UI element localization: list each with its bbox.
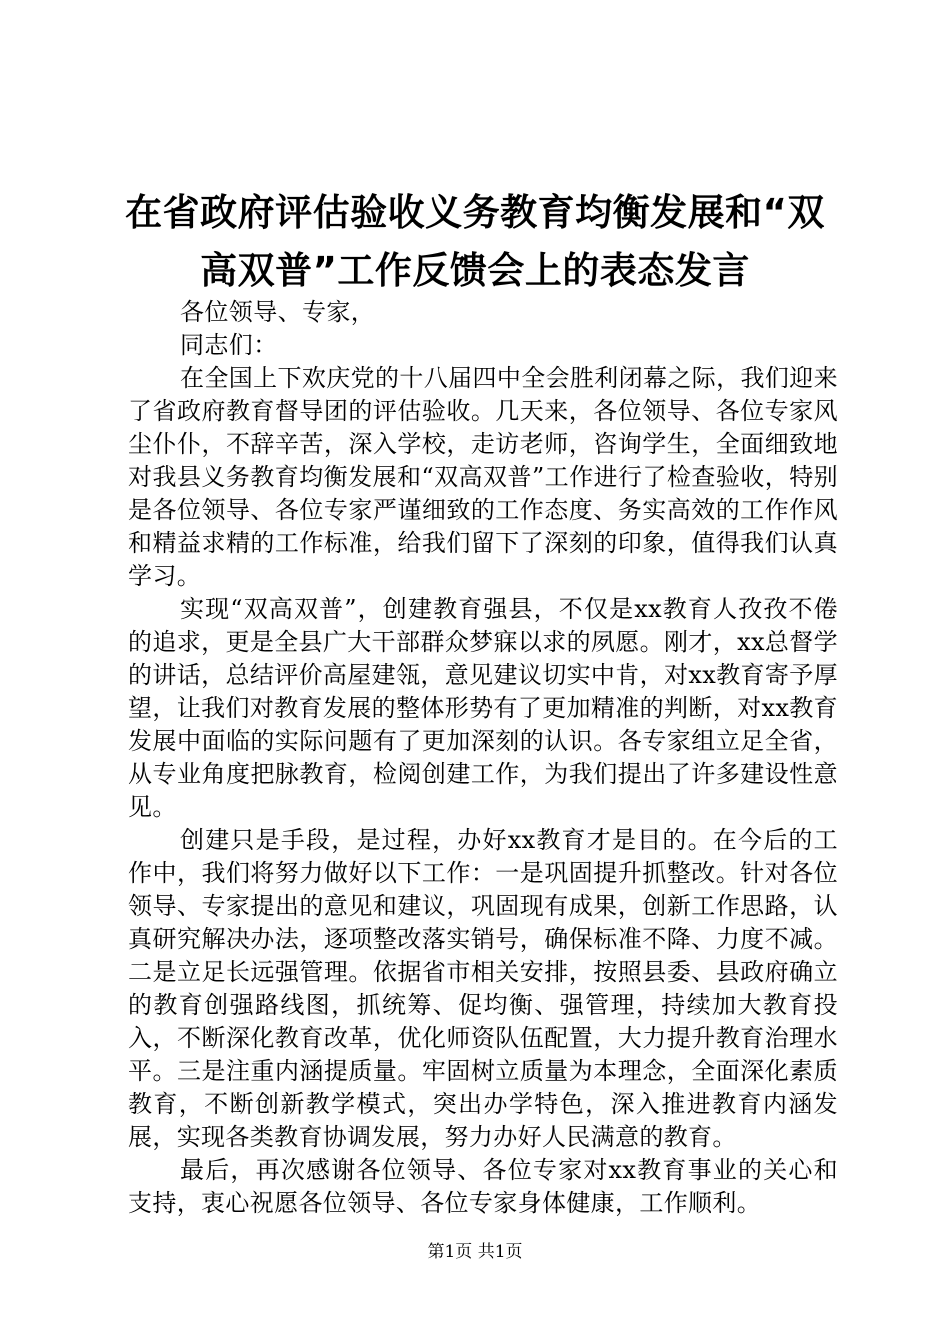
paragraph-closing: 最后，再次感谢各位领导、各位专家对xx教育事业的关心和支持，衷心祝愿各位领导、各位专家身体健康，工作顺利。 (128, 1156, 838, 1217)
document-title: 在省政府评估验收义务教育均衡发展和“双高双普”工作反馈会上的表态发言 (125, 191, 825, 292)
page-footer: 第1页 共1页 (427, 1242, 523, 1262)
document-body (128, 296, 838, 1220)
salutation-leaders: 各位领导、专家， (180, 298, 376, 326)
paragraph-goal: 实现“双高双普”，创建教育强县，不仅是xx教育人孜孜不倦的追求，更是全县广大干部群众梦寐以求的夙愿。刚才，xx总督学的讲话，总结评价高屋建瓴，意见建议切实中肯，对xx教育寄予厚望，让我们对教育发展的整体形势有了更加精准的判断，对xx教育发展中面临的实际问题有了更加深刻的认识。各专家组立足全省，从专业角度把脉教育，检阅创建工作，为我们提出了许多建设性意见。 (128, 595, 838, 821)
salutation-comrades: 同志们： (180, 331, 278, 359)
paragraph-opening: 在全国上下欢庆党的十八届四中全会胜利闭幕之际，我们迎来了省政府教育督导团的评估验收。几天来，各位领导、各位专家风尘仆仆，不辞辛苦，深入学校，走访老师，咨询学生，全面细致地对我县义务教育均衡发展和“双高双普”工作进行了检查验收，特别是各位领导、各位专家严谨细致的工作态度、务实高效的工作作风和精益求精的工作标准，给我们留下了深刻的印象，值得我们认真学习。 (128, 364, 838, 590)
paragraph-plans: 创建只是手段，是过程，办好xx教育才是目的。在今后的工作中，我们将努力做好以下工作：一是巩固提升抓整改。针对各位领导、专家提出的意见和建议，巩固现有成果，创新工作思路，认真研究解决办法，逐项整改落实销号，确保标准不降、力度不减。二是立足长远强管理。依据省市相关安排，按照县委、县政府确立的教育创强路线图，抓统筹、促均衡、强管理，持续加大教育投入，不断深化教育改革，优化师资队伍配置，大力提升教育治理水平。三是注重内涵提质量。牢固树立质量为本理念，全面深化素质教育，不断创新教学模式，突出办学特色，深入推进教育内涵发展，实现各类教育协调发展，努力办好人民满意的教育。 (128, 826, 838, 1151)
